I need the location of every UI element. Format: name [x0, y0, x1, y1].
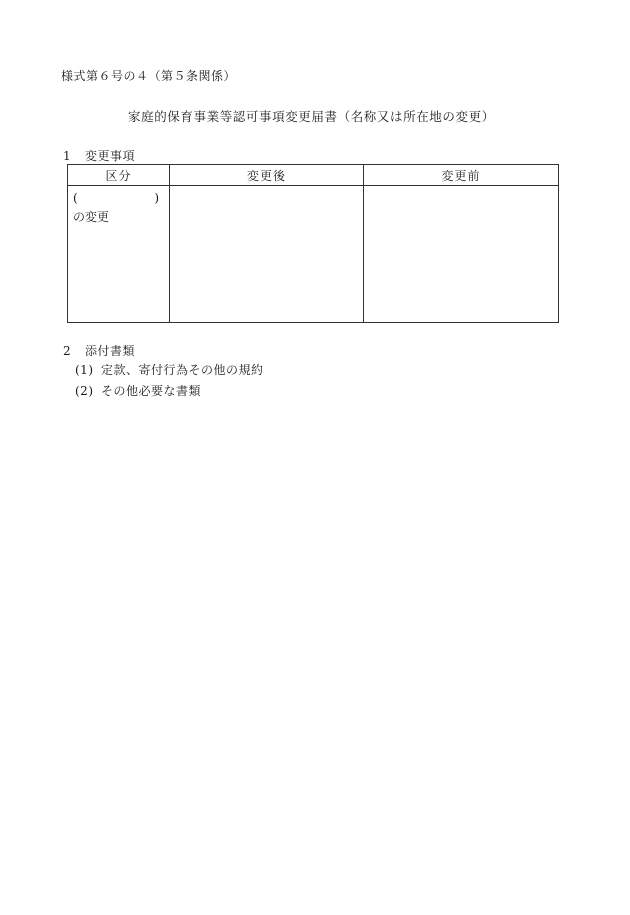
attachment-marker: (1): [75, 363, 94, 377]
table-row: [68, 186, 559, 323]
table-header-row: [68, 165, 559, 186]
section-1-heading: [63, 147, 135, 164]
attachment-marker: (2): [75, 384, 94, 398]
attachment-text: 定款、寄付行為その他の規約: [101, 363, 264, 377]
column-header-category: 区分: [68, 165, 170, 186]
after-change-cell[interactable]: [170, 186, 364, 323]
close-paren: ): [154, 191, 159, 205]
attachment-item: [75, 382, 201, 399]
section-2-heading: [63, 342, 135, 359]
open-paren: (: [73, 191, 78, 205]
attachment-item: [75, 361, 264, 378]
attachment-text: その他必要な書類: [101, 384, 202, 398]
change-items-table: [67, 164, 559, 323]
form-number: 様式第６号の４（第５条関係）: [61, 69, 237, 83]
column-header-after: 変更後: [170, 165, 364, 186]
column-header-before: 変更前: [364, 165, 559, 186]
category-blank[interactable]: [73, 189, 159, 208]
category-suffix: の変更: [73, 210, 110, 224]
document-title: 家庭的保育事業等認可事項変更届書（名称又は所在地の変更）: [128, 109, 495, 124]
section-2-label: 添付書類: [85, 344, 136, 358]
category-cell: [68, 186, 170, 323]
section-1-number: 1: [63, 149, 72, 163]
before-change-cell[interactable]: [364, 186, 559, 323]
section-2-number: 2: [63, 344, 72, 358]
section-1-label: 変更事項: [85, 149, 136, 163]
